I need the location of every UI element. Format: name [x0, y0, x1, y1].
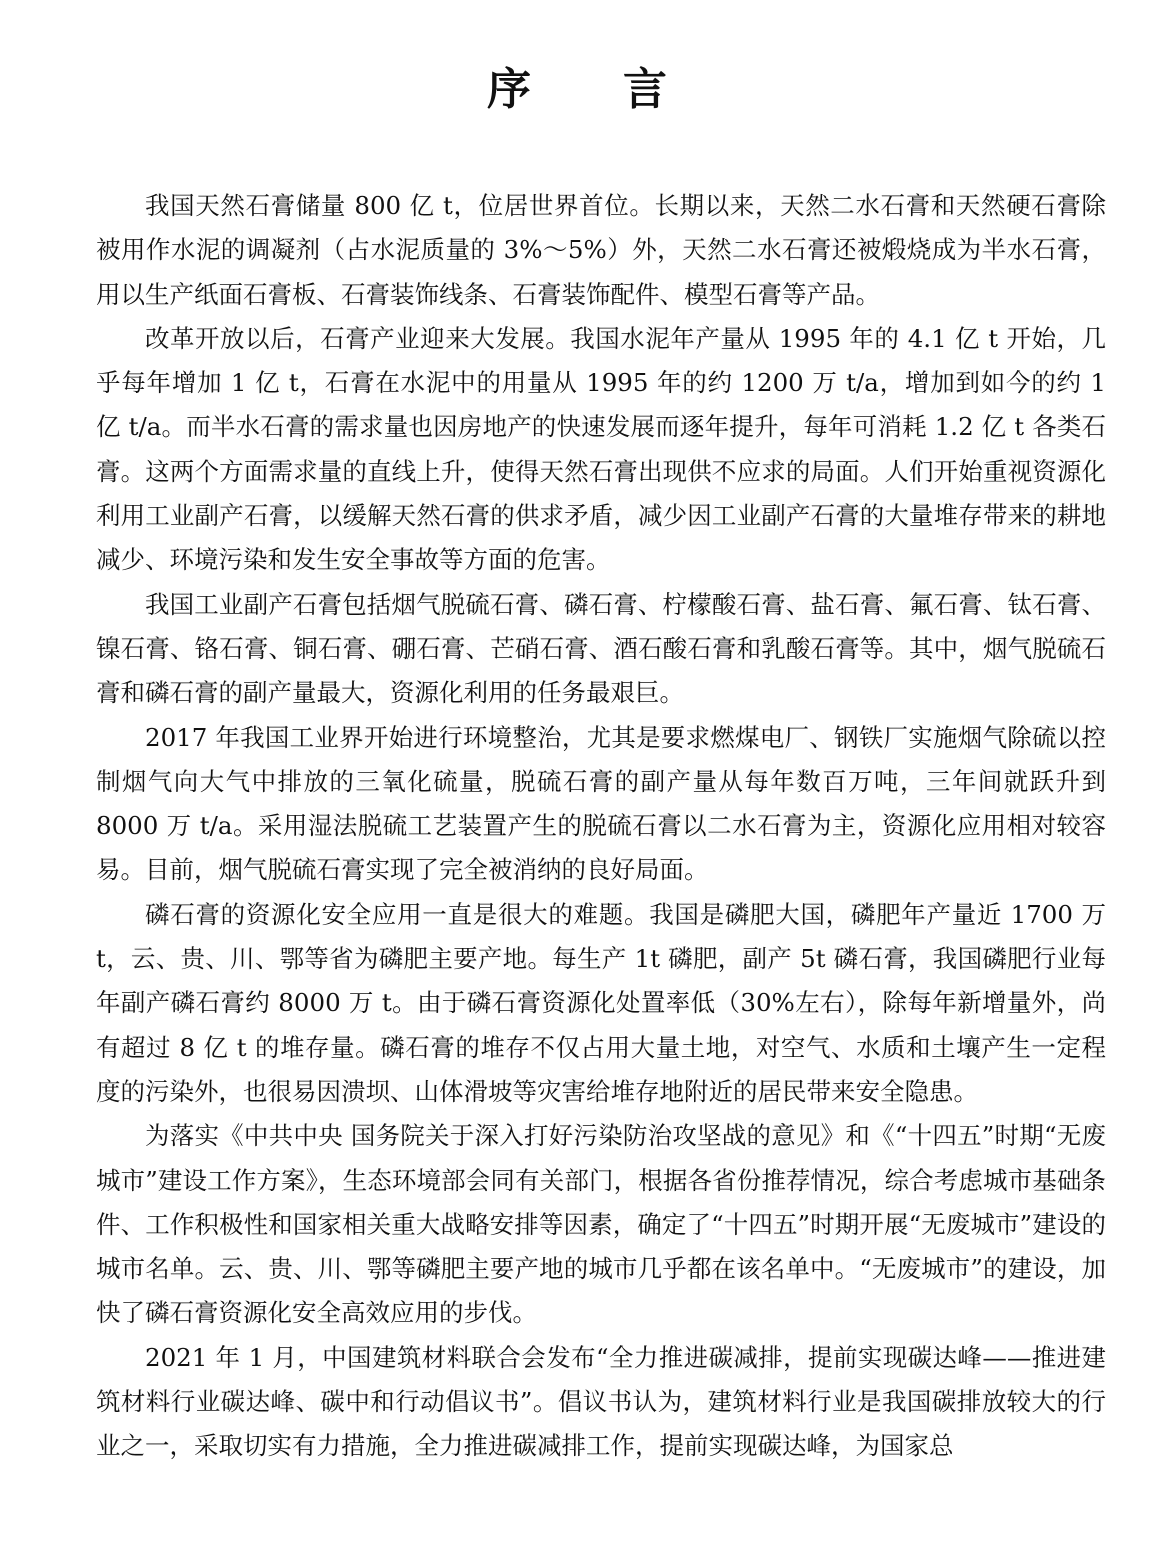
paragraph-1: 我国天然石膏储量 800 亿 t，位居世界首位。长期以来，天然二水石膏和天然硬石膏除被用作水泥的调凝剂（占水泥质量的 3%～5%）外，天然二水石膏还被煅烧成为半水石膏，用以生产纸面石膏板、石膏装饰线条、石膏装饰配件、模型石膏等产品。: [96, 191, 1106, 309]
paragraph-6: 为落实《中共中央 国务院关于深入打好污染防治攻坚战的意见》和《“十四五”时期“无废城市”建设工作方案》，生态环境部会同有关部门，根据各省份推荐情况，综合考虑城市基础条件、工作积极性和国家相关重大战略安排等因素，确定了“十四五”时期开展“无废城市”建设的城市名单。云、贵、川、鄂等磷肥主要产地的城市几乎都在该名单中。“无废城市”的建设，加快了磷石膏资源化安全高效应用的步伐。: [96, 1121, 1106, 1328]
paragraph-3: 我国工业副产石膏包括烟气脱硫石膏、磷石膏、柠檬酸石膏、盐石膏、氟石膏、钛石膏、镍石膏、铬石膏、铜石膏、硼石膏、芒硝石膏、酒石酸石膏和乳酸石膏等。其中，烟气脱硫石膏和磷石膏的副产量最大，资源化利用的任务最艰巨。: [96, 589, 1106, 708]
paragraph-7: 2021 年 1 月，中国建筑材料联合会发布“全力推进碳减排，提前实现碳达峰——推进建筑材料行业碳达峰、碳中和行动倡议书”。倡议书认为，建筑材料行业是我国碳排放较大的行业之一，采取切实有力措施，全力推进碳减排工作，提前实现碳达峰，为国家总: [96, 1342, 1106, 1461]
paragraph-5: 磷石膏的资源化安全应用一直是很大的难题。我国是磷肥大国，磷肥年产量近 1700 万 t，云、贵、川、鄂等省为磷肥主要产地。每生产 1t 磷肥，副产 5t 磷石膏，我国磷肥行业每年副产磷石膏约 8000 万 t。由于磷石膏资源化处置率低（30%左右），除每年新增量外，尚有超过 8 亿 t 的堆存量。磷石膏的堆存不仅占用大量土地，对空气、水质和土壤产生一定程度的污染外，也很易因溃坝、山体滑坡等灾害给堆存地附近的居民带来安全隐患。: [96, 899, 1106, 1106]
preface-body: [96, 184, 1106, 1469]
page-title: [0, 60, 1154, 120]
paragraph-4: 2017 年我国工业界开始进行环境整治，尤其是要求燃煤电厂、钢铁厂实施烟气除硫以控制烟气向大气中排放的三氧化硫量，脱硫石膏的副产量从每年数百万吨，三年间就跃升到 8000 万 t/a。采用湿法脱硫工艺装置产生的脱硫石膏以二水石膏为主，资源化应用相对较容易。目前，烟气脱硫石膏实现了完全被消纳的良好局面。: [96, 722, 1106, 885]
title-char-1: 序: [487, 64, 531, 115]
title-char-2: 言: [623, 64, 667, 115]
paragraph-2: 改革开放以后，石膏产业迎来大发展。我国水泥年产量从 1995 年的 4.1 亿 t 开始，几乎每年增加 1 亿 t，石膏在水泥中的用量从 1995 年的约 1200 万 t/a，增加到如今的约 1 亿 t/a。而半水石膏的需求量也因房地产的快速发展而逐年提升，每年可消耗 1.2 亿 t 各类石膏。这两个方面需求量的直线上升，使得天然石膏出现供不应求的局面。人们开始重视资源化利用工业副产石膏，以缓解天然石膏的供求矛盾，减少因工业副产石膏的大量堆存带来的耕地减少、环境污染和发生安全事故等方面的危害。: [96, 323, 1106, 575]
